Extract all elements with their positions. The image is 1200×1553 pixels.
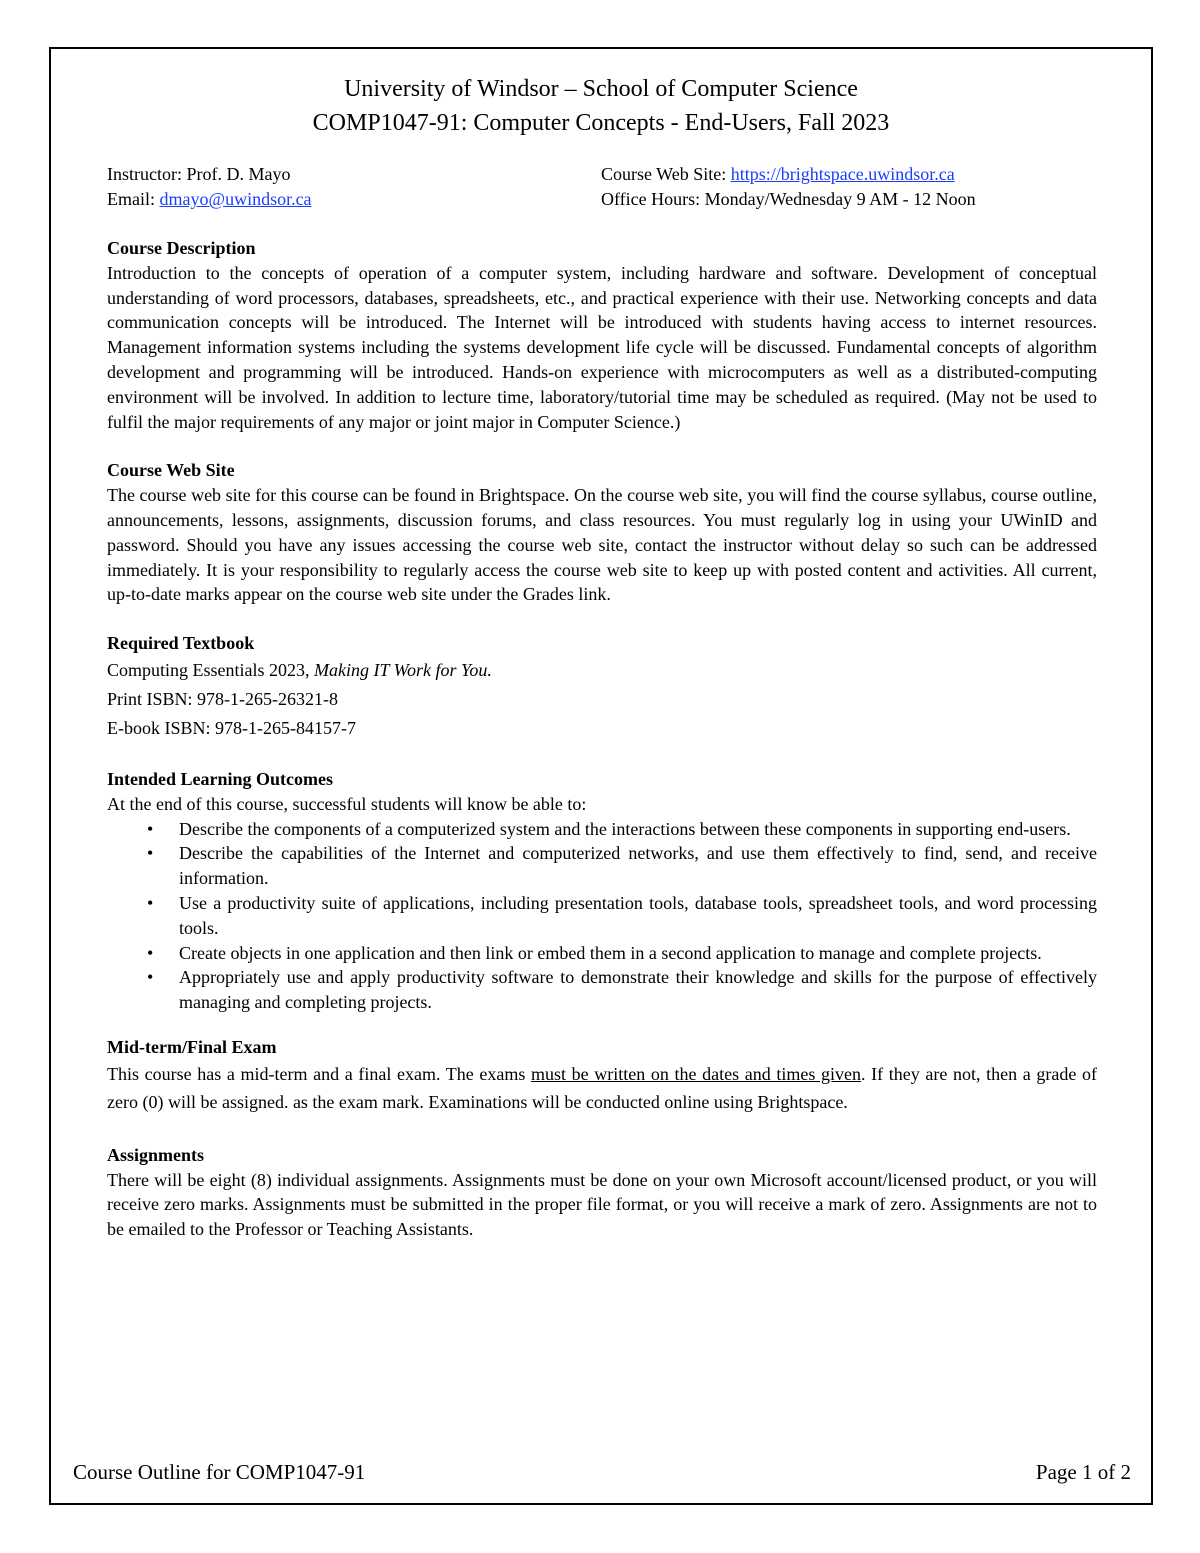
list-item-text: Describe the capabilities of the Internet and computerized networks, and use them effectively to find, send, and receive information. xyxy=(179,843,1097,889)
section-body: Introduction to the concepts of operation of a computer system, including hardware and software. Development of conceptual understanding of word processors, databases, spreadsheets, etc., and practical experience with their use. Networking concepts and data communication concepts will be introduced. The Internet will be introduced with students having access to internet resources. Management information systems including the systems development life cycle will be discussed. Fundamental concepts of algorithm development and programming will be introduced. Hands-on experience with microcomputers as well as a distributed-computing environment will be involved. In addition to lecture time, laboratory/tutorial time may be scheduled as required. (May not be used to fulfil the major requirements of any major or joint major in Computer Science.) xyxy=(107,262,1097,432)
page-number: Page 1 of 2 xyxy=(1035,1460,1131,1484)
textbook-title xyxy=(107,656,1097,685)
textbook-subtitle: Making IT Work for You. xyxy=(314,659,492,680)
instructor: Instructor: Prof. D. Mayo xyxy=(107,164,291,184)
section-course-description xyxy=(107,236,1097,434)
website-label: Course Web Site: xyxy=(601,164,731,184)
list-item xyxy=(147,891,1097,941)
course-info xyxy=(107,162,1097,212)
email-label: Email: xyxy=(107,189,160,209)
bullet: • xyxy=(147,843,154,864)
bullet: • xyxy=(147,967,154,988)
list-item-text: Use a productivity suite of applications, including presentation tools, database tools, spreadsheet tools, and word processing tools. xyxy=(179,892,1097,938)
bullet: • xyxy=(147,818,154,839)
section-heading: Course Web Site xyxy=(107,460,235,481)
ebook-isbn: E-book ISBN: 978-1-265-84157-7 xyxy=(107,717,356,738)
course-website xyxy=(601,162,1097,187)
email xyxy=(107,187,601,212)
textbook-name: Computing Essentials 2023, xyxy=(107,659,314,680)
section-exam xyxy=(107,1035,1097,1117)
bullet: • xyxy=(147,892,154,913)
footer-course-outline: Course Outline for COMP1047-91 xyxy=(73,1460,366,1484)
section-body xyxy=(107,1060,1097,1117)
section-body: There will be eight (8) individual assignments. Assignments must be done on your own Microsoft account/licensed product, or you will receive zero marks. Assignments must be submitted in the proper file format, or you will receive a mark of zero. Assignments are not to be emailed to the Professor or Teaching Assistants. xyxy=(107,1169,1097,1240)
section-heading: Mid-term/Final Exam xyxy=(107,1036,277,1057)
course-title: COMP1047-91: Computer Concepts - End-Users, Fall 2023 xyxy=(312,110,890,136)
exam-text-part2: . If they are not, then a grade of zero (0) will be assigned. as the exam mark. Examinations will be conducted online using Brightspace. xyxy=(107,1063,1098,1113)
section-body: The course web site for this course can be found in Brightspace. On the course web site, you will find the course syllabus, course outline, announcements, lessons, assignments, discussion forums, and class resources. You must regularly log in using your UWinID and password. Should you have any issues accessing the course web site, contact the instructor without delay so such can be addressed immediately. It is your responsibility to regularly access the course web site to keep up with posted content and activities. All current, up-to-date marks appear on the course web site under the Grades link. xyxy=(107,485,1097,605)
list-item-text: Appropriately use and apply productivity software to demonstrate their knowledge and skills for the purpose of effectively managing and completing projects. xyxy=(179,967,1097,1013)
bullet: • xyxy=(147,942,154,963)
document-header xyxy=(49,72,1153,140)
document-body xyxy=(107,236,1097,1266)
list-item-text: Describe the components of a computerized system and the interactions between these components in supporting end-users. xyxy=(179,818,1071,839)
section-course-web-site xyxy=(107,458,1097,607)
exam-text-part1: This course has a mid-term and a final exam. The exams xyxy=(107,1063,532,1084)
list-item xyxy=(147,817,1097,842)
section-assignments xyxy=(107,1143,1097,1242)
section-required-textbook xyxy=(107,631,1097,743)
section-heading: Assignments xyxy=(107,1144,205,1165)
section-heading: Intended Learning Outcomes xyxy=(107,768,334,789)
office-hours: Office Hours: Monday/Wednesday 9 AM - 12 Noon xyxy=(601,189,976,209)
section-heading: Required Textbook xyxy=(107,633,255,654)
info-row-1 xyxy=(107,162,1097,187)
list-item-text: Create objects in one application and then link or embed them in a second application to manage and complete projects. xyxy=(179,942,1042,963)
info-row-2 xyxy=(107,187,1097,212)
outcomes-intro: At the end of this course, successful students will know be able to: xyxy=(107,793,587,814)
outcomes-list xyxy=(107,817,1097,1015)
email-link[interactable]: dmayo@uwindsor.ca xyxy=(159,189,312,209)
section-heading: Course Description xyxy=(107,238,256,258)
website-link[interactable]: https://brightspace.uwindsor.ca xyxy=(730,164,955,184)
print-isbn: Print ISBN: 978-1-265-26321-8 xyxy=(107,688,338,709)
list-item xyxy=(147,965,1097,1015)
list-item xyxy=(147,841,1097,891)
list-item xyxy=(147,941,1097,966)
section-learning-outcomes xyxy=(107,767,1097,1015)
page-footer xyxy=(73,1458,1131,1486)
university-title: University of Windsor – School of Computer Science xyxy=(344,76,858,102)
exam-emphasis: must be written on the dates and times given xyxy=(531,1063,862,1084)
